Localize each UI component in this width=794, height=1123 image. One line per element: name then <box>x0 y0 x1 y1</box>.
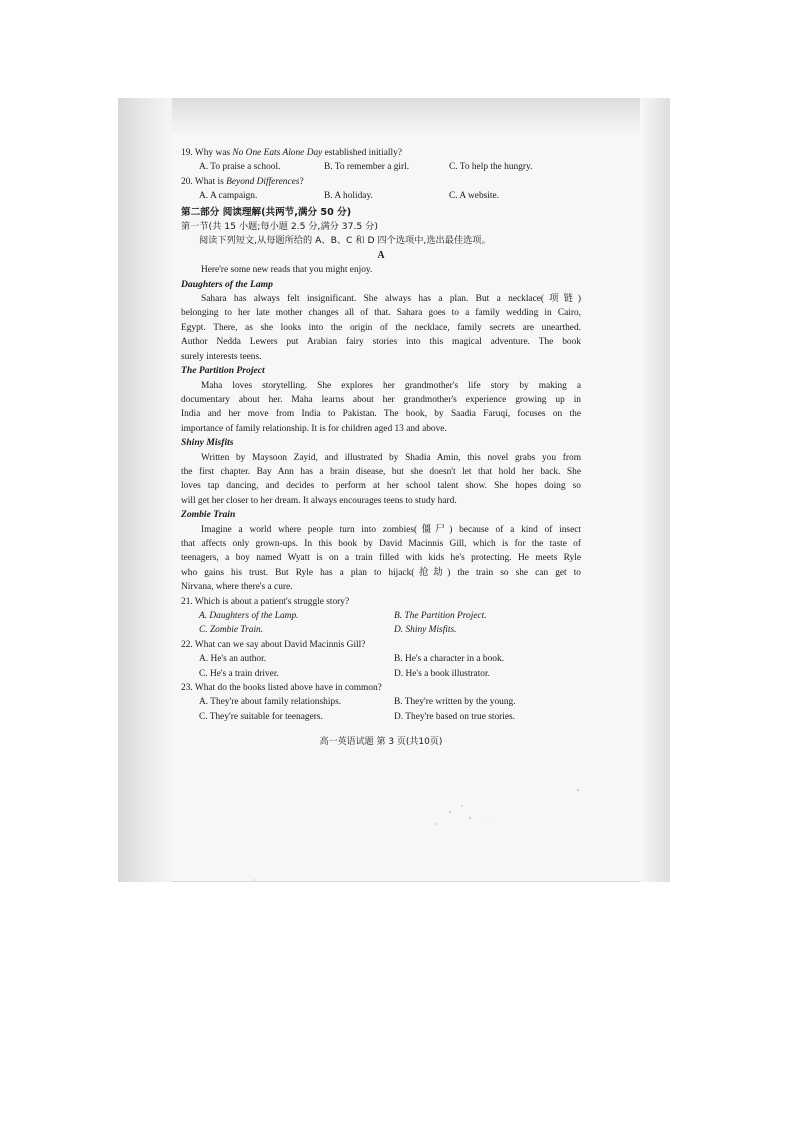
book-entry-shiny-misfits <box>181 436 581 508</box>
question-22-options-row-2 <box>181 667 581 681</box>
paragraph-line: that affects only grown-ups. In this book by David Macinnis Gill, which is for the taste of <box>181 538 581 549</box>
question-23-options-row-1 <box>181 695 581 709</box>
book-title: Shiny Misfits <box>181 437 234 449</box>
q22-option-d: D. He's a book illustrator. <box>394 668 490 679</box>
q20-option-b: B. A holiday. <box>324 191 373 202</box>
q23-option-c: C. They're suitable for teenagers. <box>199 711 323 722</box>
paragraph-line: loves tap dancing, and decides to perform at her school talent show. She hopes doing so <box>181 481 581 492</box>
q22-option-c: C. He's a train driver. <box>199 668 279 679</box>
section-title: 第二部分 阅读理解(共两节,满分 50 分) <box>181 206 352 218</box>
question-20-options <box>181 189 581 203</box>
scan-shadow-top <box>118 98 670 134</box>
question-22-stem: 22. What can we say about David Macinnis Gill? <box>181 639 366 650</box>
question-23-stem: 23. What do the books listed above have in common? <box>181 683 382 694</box>
question-21-options-row-1 <box>181 609 581 623</box>
q20-option-a: A. A campaign. <box>199 191 258 202</box>
question-20-stem-pre: 20. What is <box>181 176 227 187</box>
question-19-stem-pre: 19. Why was <box>181 148 233 158</box>
section-instruction: 阅读下列短文,从每题所给的 A、B、C 和 D 四个选项中,选出最佳选项。 <box>199 235 491 247</box>
paragraph-line: belonging to her late mother changes all of that. Sahara goes to a family wedding in Cairo, <box>181 308 581 319</box>
paragraph-line: who gains his trust. But Ryle has a plan to hijack(抢劫) the train so she can get to <box>181 567 581 578</box>
exam-page-content <box>181 146 581 724</box>
paragraph-line: teenagers, a boy named Wyatt is on a train filled with kids he's protecting. He meets Ryle <box>181 553 581 564</box>
paragraph-line: Maha loves storytelling. She explores her grandmother's life story by making a <box>201 380 581 391</box>
q19-option-a: A. To praise a school. <box>199 162 281 173</box>
paragraph-line: documentary about her. Maha learns about her grandmother's experience growing up in <box>181 394 581 405</box>
paragraph-line: Written by Maysoon Zayid, and illustrated by Shadia Amin, this novel grabs you from <box>201 452 581 463</box>
scan-shadow-left <box>118 98 172 882</box>
paragraph-line: surely interests teens. <box>181 351 262 362</box>
scan-shadow-right <box>640 98 670 882</box>
question-19-options <box>181 160 581 174</box>
q21-option-a: A. Daughters of the Lamp. <box>199 611 299 621</box>
paragraph-line: Nirvana, where there's a cure. <box>181 582 293 593</box>
q23-option-d: D. They're based on true stories. <box>394 711 516 722</box>
paragraph-line: Author Nedda Lewers put Arabian fairy stories into this magical adventure. The book <box>181 337 581 348</box>
question-22-options-row-1 <box>181 652 581 666</box>
question-19 <box>181 146 581 160</box>
book-title: Zombie Train <box>181 509 236 521</box>
q21-option-d: D. Shiny Misfits. <box>394 625 457 636</box>
paragraph-line: Egypt. There, as she looks into the origin of the necklace, family secrets are unearthed. <box>181 322 581 333</box>
question-20-stem-italic: Beyond Differences <box>226 176 300 187</box>
paragraph-line: the first chapter. Bay Ann has a brain disease, but she doesn't let that hold her back. She <box>181 466 581 477</box>
paragraph-line: Sahara has always felt insignificant. She always has a plan. But a necklace(项链) <box>201 294 581 305</box>
book-title: The Partition Project <box>181 365 265 377</box>
q20-option-c: C. A website. <box>449 191 499 202</box>
passage-letter: A <box>377 249 385 261</box>
page-footer: 高一英语试题 第 3 页(共10页) <box>319 737 443 747</box>
paragraph-line: importance of family relationship. It is for children aged 13 and above. <box>181 423 447 434</box>
q22-option-b: B. He's a character in a book. <box>394 654 504 665</box>
question-20-stem-post: ? <box>299 176 304 187</box>
question-21-options-row-2 <box>181 623 581 637</box>
question-23-options-row-2 <box>181 710 581 724</box>
q23-option-b: B. They're written by the young. <box>394 697 516 708</box>
question-19-stem-post: established initially? <box>322 148 402 158</box>
q19-option-c: C. To help the hungry. <box>449 162 533 173</box>
q22-option-a: A. He's an author. <box>199 654 267 665</box>
q23-option-a: A. They're about family relationships. <box>199 697 342 708</box>
question-21-stem: 21. Which is about a patient's struggle story? <box>181 596 350 607</box>
paragraph-line: India and her move from India to Pakistan. The book, by Saadia Faruqi, focuses on the <box>181 409 581 420</box>
q19-option-b: B. To remember a girl. <box>324 162 410 173</box>
question-20 <box>181 175 581 189</box>
book-entry-daughters <box>181 278 581 364</box>
question-19-stem-italic: No One Eats Alone Day <box>232 148 323 158</box>
q21-option-c: C. Zombie Train. <box>199 625 264 636</box>
paragraph-line: will get her closer to her dream. It always encourages teens to study hard. <box>181 495 457 506</box>
book-title: Daughters of the Lamp <box>181 278 273 290</box>
book-entry-partition <box>181 364 581 436</box>
section-subtitle: 第一节(共 15 小题;每小题 2.5 分,满分 37.5 分) <box>181 221 378 233</box>
passage-intro: Here're some new reads that you might enjoy. <box>201 265 373 276</box>
book-entry-zombie-train <box>181 508 581 594</box>
paragraph-line: Imagine a world where people turn into zombies(僵尸) because of a kind of insect <box>201 524 581 535</box>
q21-option-b: B. The Partition Project. <box>394 611 487 621</box>
